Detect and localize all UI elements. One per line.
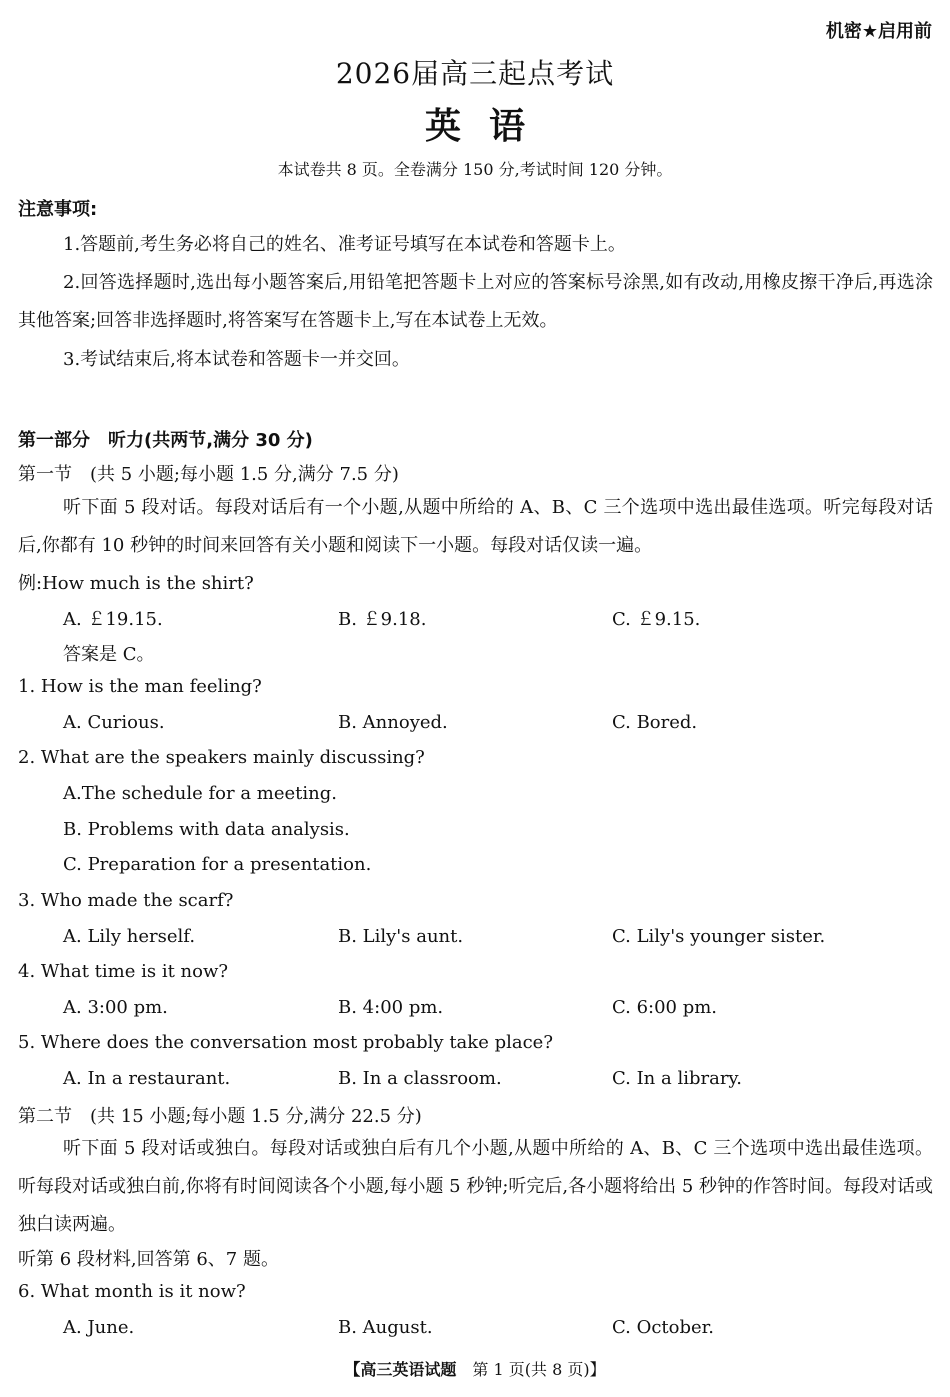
note-item-1: 1.答题前,考生务必将自己的姓名、准考证号填写在本试卷和答题卡上。 bbox=[63, 234, 626, 255]
question-6: 6. What month is it now? bbox=[18, 1281, 246, 1302]
footer-page-number: 第 1 页(共 8 页)】 bbox=[472, 1360, 606, 1379]
section2-heading: 第二节 (共 15 小题;每小题 1.5 分,满分 22.5 分) bbox=[18, 1106, 422, 1127]
question-1: 1. How is the man feeling? bbox=[18, 676, 262, 697]
question-5: 5. Where does the conversation most probably take place? bbox=[18, 1032, 553, 1053]
q4-option-b: B. 4:00 pm. bbox=[338, 997, 444, 1018]
example-question: 例:How much is the shirt? bbox=[18, 573, 254, 594]
q3-option-b: B. Lily's aunt. bbox=[338, 926, 464, 947]
q5-option-b: B. In a classroom. bbox=[338, 1068, 502, 1089]
q5-option-c: C. In a library. bbox=[612, 1068, 742, 1089]
notes-heading: 注意事项: bbox=[18, 199, 98, 220]
material-6-note: 听第 6 段材料,回答第 6、7 题。 bbox=[18, 1249, 279, 1270]
example-option-c: C. ￡9.15. bbox=[612, 609, 701, 630]
exam-title: 2026届高三起点考试 bbox=[335, 57, 615, 90]
q6-option-c: C. October. bbox=[612, 1317, 715, 1338]
q1-option-a: A. Curious. bbox=[63, 712, 165, 733]
q2-option-c: C. Preparation for a presentation. bbox=[63, 854, 372, 875]
q1-option-c: C. Bored. bbox=[612, 712, 698, 733]
footer-paper-name: 【高三英语试题 bbox=[344, 1360, 457, 1379]
q2-option-a: A.The schedule for a meeting. bbox=[63, 783, 337, 804]
q3-option-c: C. Lily's younger sister. bbox=[612, 926, 826, 947]
example-option-b: B. ￡9.18. bbox=[338, 609, 427, 630]
section1-heading: 第一节 (共 5 小题;每小题 1.5 分,满分 7.5 分) bbox=[18, 464, 399, 485]
example-option-a: A. ￡19.15. bbox=[63, 609, 163, 630]
exam-info: 本试卷共 8 页。全卷满分 150 分,考试时间 120 分钟。 bbox=[277, 160, 673, 179]
example-answer: 答案是 C。 bbox=[63, 644, 155, 665]
note-item-2: 2.回答选择题时,选出每小题答案后,用铅笔把答题卡上对应的答案标号涂黑,如有改动,用橡皮擦干净后,再选涂其他答案;回答非选择题时,将答案写在答题卡上,写在本试卷上无效。 bbox=[18, 272, 933, 331]
part1-heading: 第一部分 听力(共两节,满分 30 分) bbox=[18, 430, 313, 451]
q6-option-b: B. August. bbox=[338, 1317, 433, 1338]
question-2: 2. What are the speakers mainly discussing? bbox=[18, 747, 425, 768]
page-footer bbox=[0, 1357, 950, 1380]
note-item-3: 3.考试结束后,将本试卷和答题卡一并交回。 bbox=[63, 349, 410, 370]
q2-option-b: B. Problems with data analysis. bbox=[63, 819, 350, 840]
question-3: 3. Who made the scarf? bbox=[18, 890, 234, 911]
confidential-mark: 机密★启用前 bbox=[825, 21, 932, 42]
q4-option-a: A. 3:00 pm. bbox=[63, 997, 168, 1018]
question-4: 4. What time is it now? bbox=[18, 961, 229, 982]
q1-option-b: B. Annoyed. bbox=[338, 712, 448, 733]
section2-instructions: 听下面 5 段对话或独白。每段对话或独白后有几个小题,从题中所给的 A、B、C 三个选项中选出最佳选项。听每段对话或独白前,你将有时间阅读各个小题,每小题 5 秒钟;听完后,各小题将给出 5 秒钟的作答时间。每段对话或独白读两遍。 bbox=[18, 1138, 934, 1235]
q3-option-a: A. Lily herself. bbox=[63, 926, 196, 947]
subject-title: 英语 bbox=[424, 106, 553, 147]
q5-option-a: A. In a restaurant. bbox=[63, 1068, 231, 1089]
q4-option-c: C. 6:00 pm. bbox=[612, 997, 718, 1018]
q6-option-a: A. June. bbox=[63, 1317, 135, 1338]
section1-instructions: 听下面 5 段对话。每段对话后有一个小题,从题中所给的 A、B、C 三个选项中选出最佳选项。听完每段对话后,你都有 10 秒钟的时间来回答有关小题和阅读下一小题。每段对话仅读一遍。 bbox=[18, 497, 933, 556]
